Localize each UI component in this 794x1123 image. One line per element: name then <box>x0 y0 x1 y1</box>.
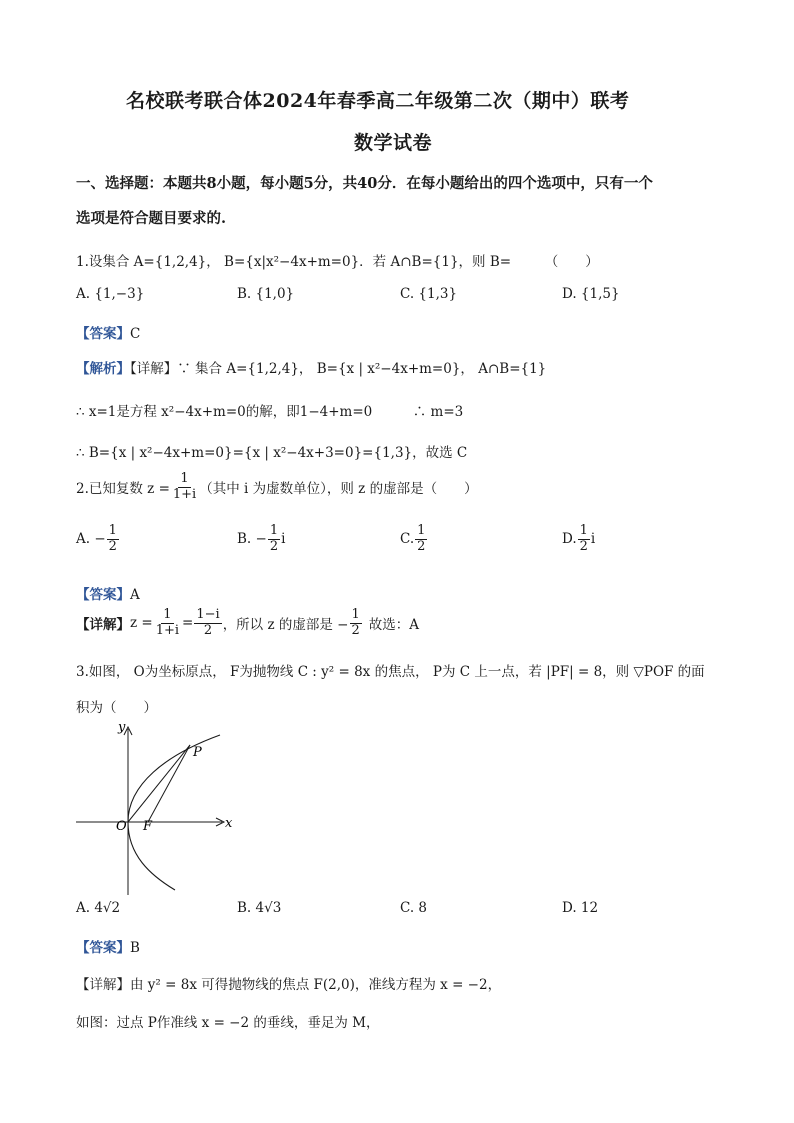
fraction-den: 2 <box>269 538 279 554</box>
q2-detail-mid2: ，所以 z 的虚部是 − <box>222 617 349 634</box>
q3-option-a: A. 4√2 <box>76 900 121 916</box>
fraction-num: 1 <box>269 523 279 538</box>
q1-answer-row <box>76 322 140 342</box>
fraction-den: 1+i <box>155 622 180 638</box>
q2-option-c-fraction <box>415 524 427 555</box>
q3-stem-line2: 积为（ ） <box>76 700 157 716</box>
y-axis-label: y <box>118 720 126 735</box>
focus-label: F <box>143 819 153 834</box>
q1-option-c: C. {1,3} <box>400 286 458 302</box>
q2-option-d-prefix: D. <box>562 531 577 548</box>
q3-stem-line1: 3.如图， O为坐标原点， F为抛物线 C : y² = 8x 的焦点， P为 C 上一点，若 |PF| = 8，则 ▽POF 的面 <box>76 664 705 680</box>
q2-option-a-prefix: A. − <box>76 531 106 548</box>
q2-option-d-fraction <box>578 524 590 555</box>
q3-option-c: C. 8 <box>400 900 428 916</box>
q2-option-b-suffix: i <box>281 531 286 548</box>
q2-answer-tag: 【答案】 <box>76 587 130 603</box>
q2-answer: A <box>130 587 140 603</box>
q1-option-a: A. {1,−3} <box>76 286 145 302</box>
q1-analysis-line2: ∴ x=1是方程 x²−4x+m=0的解，即1−4+m=0 ∴ m=3 <box>76 404 464 420</box>
q2-detail-pre: z = <box>130 615 153 632</box>
fraction-den: 2 <box>108 538 117 554</box>
q2-stem-fraction <box>171 472 198 503</box>
q2-option-a-fraction <box>107 524 119 555</box>
q2-detail-fraction3 <box>350 608 362 639</box>
q3-answer-row <box>76 936 140 956</box>
section-heading-line1: 一、选择题：本题共8小题，每小题5分，共40分．在每小题给出的四个选项中，只有一个 <box>76 175 653 192</box>
fraction-num: 1 <box>108 523 117 538</box>
fraction-num: 1 <box>579 523 588 538</box>
q2-stem-denominator: 1+i <box>172 486 197 502</box>
page-title: 名校联考联合体2024年春季高二年级第二次（期中）联考 <box>126 90 630 112</box>
q1-analysis-line3: ∴ B={x | x²−4x+m=0}={x | x²−4x+3=0}={1,3}，故选 C <box>76 445 468 461</box>
fraction-num: 1 <box>163 607 172 622</box>
q2-option-b <box>237 524 285 555</box>
q3-answer-tag: 【答案】 <box>76 940 130 956</box>
fraction-num: 1 <box>417 523 426 538</box>
q1-option-d: D. {1,5} <box>562 286 620 302</box>
q2-stem <box>76 472 478 503</box>
q2-option-d-suffix: i <box>590 531 596 548</box>
fraction-den: 2 <box>351 622 360 638</box>
q2-option-c <box>400 524 428 555</box>
q2-detail-mid1: = <box>182 615 194 632</box>
fraction-num: 1−i <box>196 607 220 622</box>
parabola-curve <box>128 735 220 890</box>
q2-detail-fraction1 <box>154 608 181 639</box>
segment-op <box>128 745 190 822</box>
q2-option-d <box>562 524 595 555</box>
q1-analysis-tag: 【解析】 <box>76 361 130 377</box>
q3-answer: B <box>130 940 140 956</box>
fraction-num: 1 <box>351 607 360 622</box>
q2-detail <box>76 608 419 639</box>
q2-option-b-prefix: B. − <box>237 531 267 548</box>
q2-answer-row <box>76 583 140 603</box>
q3-option-d: D. 12 <box>562 900 599 916</box>
q1-answer-tag: 【答案】 <box>76 326 130 342</box>
q2-detail-post: 故选：A <box>368 617 420 634</box>
page-subtitle: 数学试卷 <box>354 132 433 154</box>
q1-analysis-row <box>76 357 546 377</box>
q2-stem-post: （其中 i 为虚数单位），则 z 的虚部是（ ） <box>199 481 478 498</box>
fraction-den: 2 <box>417 538 426 554</box>
q2-stem-numerator: 1 <box>180 471 189 486</box>
origin-label: O <box>116 819 127 834</box>
q2-option-c-prefix: C. <box>400 531 415 548</box>
q1-stem: 1.设集合 A={1,2,4}， B={x|x²−4x+m=0}．若 A∩B={1}，则 B= （ ） <box>76 254 599 270</box>
q3-detail-line2: 如图：过点 P作准线 x = −2 的垂线，垂足为 M， <box>76 1015 380 1031</box>
parabola-figure <box>70 715 250 900</box>
q1-analysis-line1: 【详解】∵ 集合 A={1,2,4}， B={x | x²−4x+m=0}， A∩B={1} <box>130 361 547 377</box>
q1-option-b: B. {1,0} <box>237 286 295 302</box>
segment-fp <box>148 745 190 822</box>
fraction-den: 2 <box>203 622 213 638</box>
section-heading-line2: 选项是符合题目要求的. <box>76 210 227 227</box>
q3-detail-line1: 【详解】由 y² = 8x 可得抛物线的焦点 F(2,0)，准线方程为 x = −2， <box>76 977 502 993</box>
q2-option-b-fraction <box>268 524 280 555</box>
q2-detail-fraction2 <box>194 608 221 639</box>
point-p-label: P <box>193 745 202 760</box>
q3-option-b: B. 4√3 <box>237 900 282 916</box>
q2-option-a <box>76 524 120 555</box>
q1-answer: C <box>130 326 141 342</box>
fraction-den: 2 <box>579 538 588 554</box>
x-axis-label: x <box>225 816 233 831</box>
q2-stem-pre: 2.已知复数 z = <box>76 481 170 498</box>
q2-detail-tag: 【详解】 <box>76 617 130 634</box>
